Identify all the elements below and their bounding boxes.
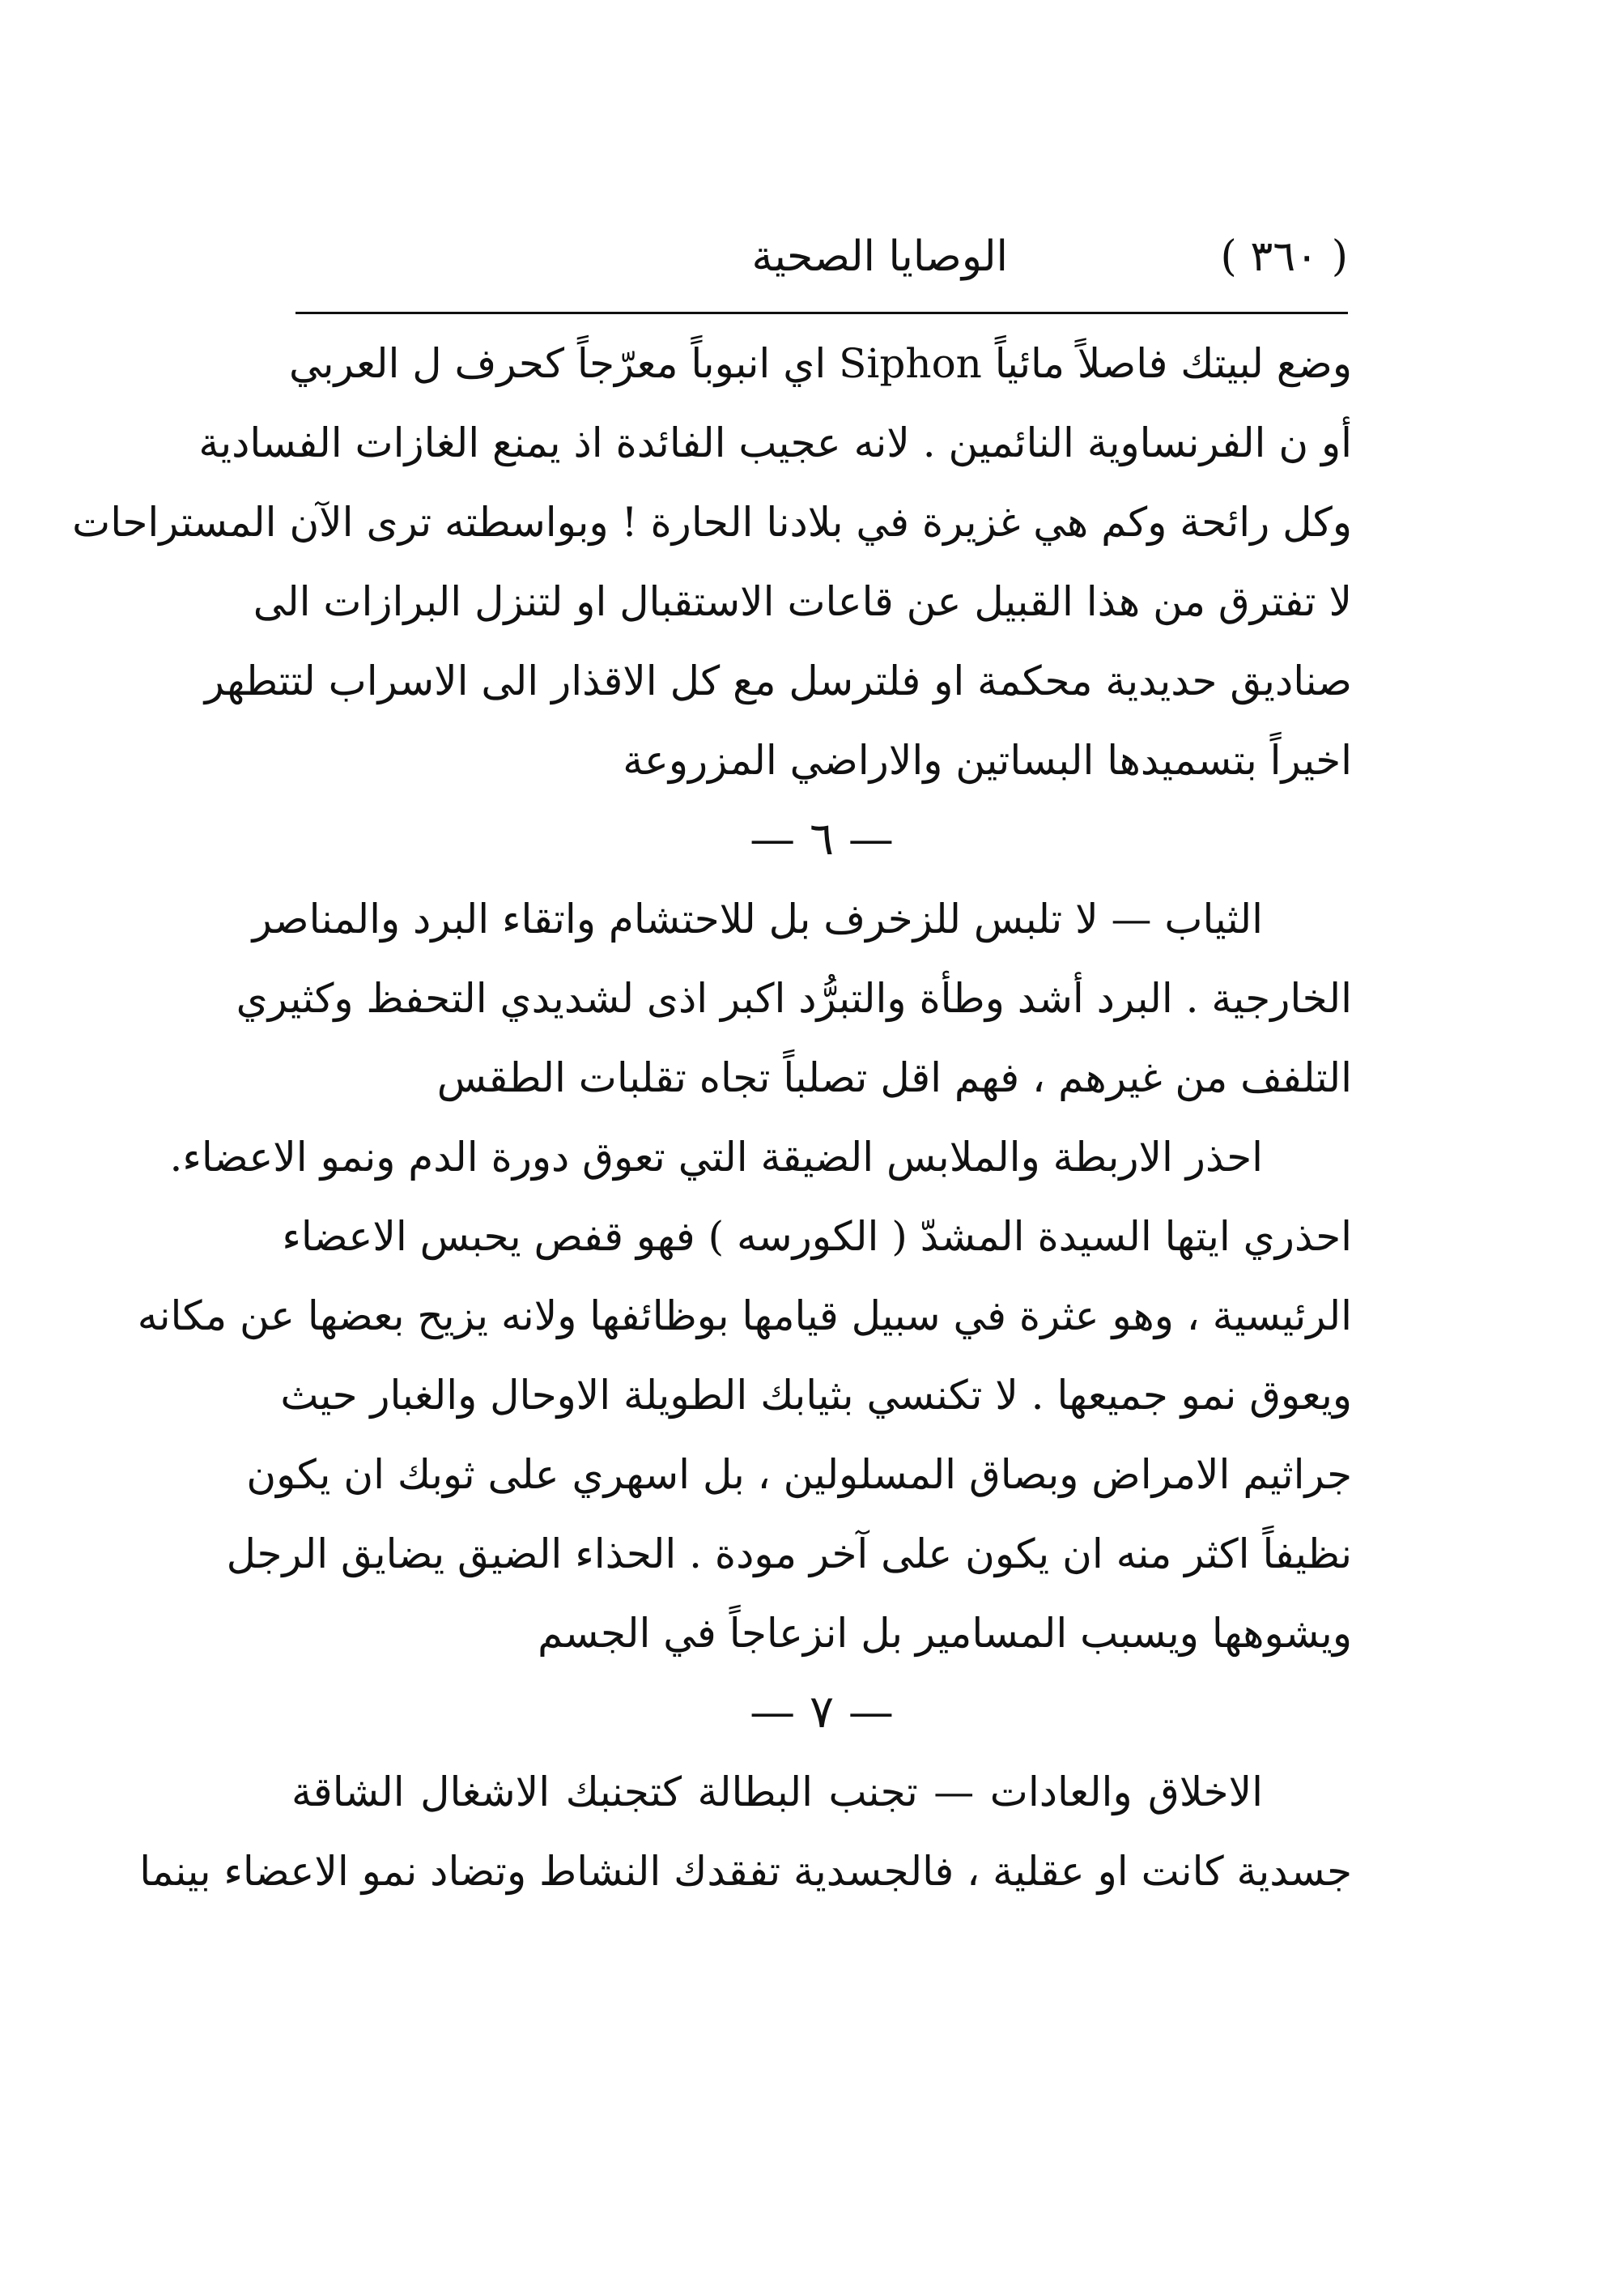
text-line: وضع لبيتك فاصلاً مائياً Siphon اي انبوباً معرّجاً كحرف ل العربي (288, 340, 1352, 387)
text-line: احذر الاربطة والملابس الضيقة التي تعوق دورة الدم ونمو الاعضاء. (169, 1134, 1263, 1181)
text-line: لا تفترق من هذا القبيل عن قاعات الاستقبال او لتنزل البرازات الى (253, 578, 1352, 625)
page-number: ( ٣٦٠ ) (1220, 232, 1348, 281)
text-line: ويعوق نمو جميعها . لا تكنسي بثيابك الطويلة الاوحال والغبار حيث (280, 1372, 1352, 1419)
text-line: الخارجية . البرد أشد وطأة والتبرُّد اكبر اذى لشديدي التحفظ وكثيري (236, 975, 1352, 1022)
text-line: اخيراً بتسميدها البساتين والاراضي المزروعة (623, 737, 1352, 784)
text-line: الرئيسية ، وهو عثرة في سبيل قيامها بوظائفها ولانه يزيح بعضها عن مكانه (137, 1292, 1352, 1339)
text-line: التلفف من غيرهم ، فهم اقل تصلباً تجاه تقلبات الطقس (436, 1054, 1352, 1101)
section-number-7: — ٧ — (750, 1686, 894, 1739)
running-title: الوصايا الصحية (751, 232, 1008, 281)
header-rule (295, 312, 1348, 314)
text-line: وكل رائحة وكم هي غزيرة في بلادنا الحارة ! وبواسطته ترى الآن المستراحات (72, 499, 1352, 546)
text-line: صناديق حديدية محكمة او فلترسل مع كل الاقذار الى الاسراب لتتطهر (204, 658, 1352, 704)
text-line: جراثيم الامراض وبصاق المسلولين ، بل اسهري على ثوبك ان يكون (246, 1451, 1352, 1498)
text-line: أو ن الفرنساوية النائمين . لانه عجيب الفائدة اذ يمنع الغازات الفسادية (198, 419, 1352, 466)
page-header (295, 228, 1348, 285)
text-line: الثياب — لا تلبس للزخرف بل للاحتشام واتقاء البرد والمناصر (252, 896, 1263, 943)
text-line: ويشوهها ويسبب المسامير بل انزعاجاً في الجسم (538, 1610, 1352, 1657)
section-number-6: — ٦ — (750, 813, 894, 866)
text-line: جسدية كانت او عقلية ، فالجسدية تفقدك النشاط وتضاد نمو الاعضاء بينما (139, 1848, 1352, 1895)
text-line: نظيفاً اكثر منه ان يكون على آخر مودة . الحذاء الضيق يضايق الرجل (226, 1530, 1352, 1577)
body-text (72, 324, 1352, 1911)
text-line: الاخلاق والعادات — تجنب البطالة كتجنبك الاشغال الشاقة (291, 1768, 1263, 1815)
text-line: احذري ايتها السيدة المشدّ ( الكورسه ) فهو قفص يحبس الاعضاء (282, 1213, 1352, 1260)
